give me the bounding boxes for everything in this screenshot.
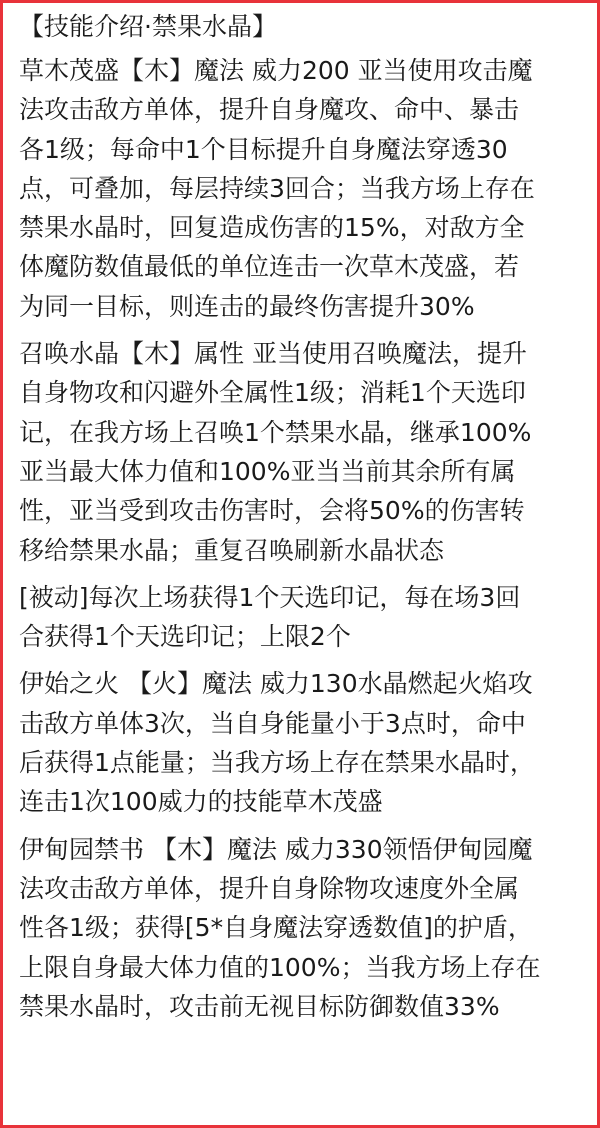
text-line: 召唤水晶【木】属性 亚当使用召唤魔法，提升 <box>19 339 527 369</box>
text-line: 合获得1个天选印记；上限2个 <box>19 622 351 652</box>
text-line: 亚当最大体力值和100%亚当当前其余所有属 <box>19 456 516 486</box>
text-line: 禁果水晶时，回复造成伤害的15%，对敌方全 <box>19 213 525 243</box>
text-line: 各1级；每命中1个目标提升自身魔法穿透30 <box>19 134 508 164</box>
text-line: 上限自身最大体力值的100%；当我方场上存在 <box>19 952 541 982</box>
text-line: 为同一目标，则连击的最终伤害提升30% <box>19 291 475 321</box>
text-line: 连击1次100威力的技能草木茂盛 <box>19 787 383 817</box>
text-line: 禁果水晶时，攻击前无视目标防御数值33% <box>19 991 500 1021</box>
text-line: [被动]每次上场获得1个天选印记，每在场3回 <box>19 582 521 612</box>
text-line: 击敌方单体3次，当自身能量小于3点时，命中 <box>19 708 526 738</box>
card-title: 【技能介绍·禁果水晶】 <box>19 12 277 41</box>
text-line: 伊甸园禁书 【木】魔法 威力330领悟伊甸园魔 <box>19 834 533 864</box>
text-line: 性，亚当受到攻击伤害时，会将50%的伤害转 <box>19 496 525 526</box>
skill-section-yi-dian-yuan-jin-shu <box>19 830 589 1026</box>
skill-section-yi-shi-zhi-huo <box>19 664 589 821</box>
skill-section-cao-mu-mao-sheng <box>19 51 589 326</box>
text-line: 草木茂盛【木】魔法 威力200 亚当使用攻击魔 <box>19 56 533 85</box>
text-line: 点，可叠加，每层持续3回合；当我方场上存在 <box>19 173 535 203</box>
text-line: 性各1级；获得[5*自身魔法穿透数值]的护盾， <box>19 913 533 943</box>
text-line: 法攻击敌方单体，提升自身魔攻、命中、暴击 <box>19 95 520 125</box>
text-line: 法攻击敌方单体，提升自身除物攻速度外全属 <box>19 873 520 903</box>
text-line: 伊始之火 【火】魔法 威力130水晶燃起火焰攻 <box>19 669 533 699</box>
passive-section <box>19 578 589 657</box>
skill-section-zhao-huan-shui-jing <box>19 334 589 570</box>
text-line: 记，在我方场上召唤1个禁果水晶，继承100% <box>19 417 532 447</box>
text-line: 自身物攻和闪避外全属性1级；消耗1个天选印 <box>19 378 526 408</box>
text-line: 移给禁果水晶；重复召唤刷新水晶状态 <box>19 535 445 565</box>
text-line: 后获得1点能量；当我方场上存在禁果水晶时， <box>19 748 535 778</box>
text-line: 体魔防数值最低的单位连击一次草木茂盛，若 <box>19 252 520 282</box>
